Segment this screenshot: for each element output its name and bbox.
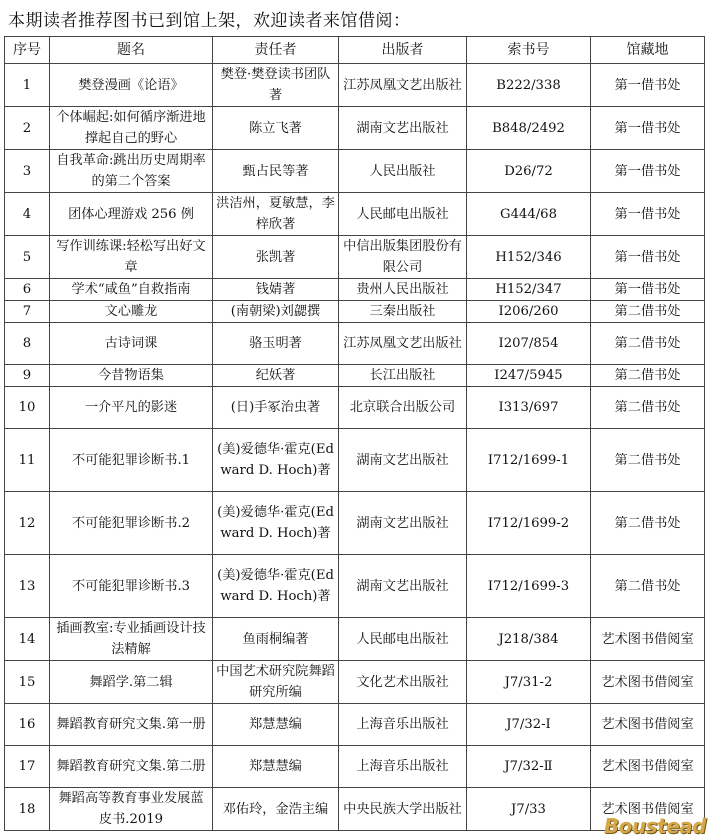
table-row (5, 279, 705, 301)
holding-location: 第一借书处 (591, 193, 705, 236)
book-publisher: 中央民族大学出版社 (339, 788, 467, 831)
column-header-call-number: 索书号 (467, 37, 591, 64)
row-number: 2 (5, 107, 50, 150)
book-title: 学术“咸鱼”自救指南 (50, 279, 213, 301)
book-publisher: 江苏凤凰文艺出版社 (339, 64, 467, 107)
row-number: 11 (5, 429, 50, 492)
book-title: 古诗词课 (50, 323, 213, 365)
book-publisher: 人民邮电出版社 (339, 618, 467, 661)
book-publisher: 中信出版集团股份有限公司 (339, 236, 467, 279)
book-title: 舞蹈高等教育事业发展蓝皮书.2019 (50, 788, 213, 831)
table-row (5, 193, 705, 236)
row-number: 17 (5, 746, 50, 788)
call-number: B222/338 (467, 64, 591, 107)
row-number: 3 (5, 150, 50, 193)
call-number: J7/32-Ⅱ (467, 746, 591, 788)
call-number: I712/1699-2 (467, 492, 591, 555)
book-author: (美)爱德华·霍克(Edward D. Hoch)著 (213, 429, 339, 492)
row-number: 15 (5, 661, 50, 704)
book-author: 郑慧慧编 (213, 704, 339, 746)
table-row (5, 788, 705, 831)
book-title: 舞蹈教育研究文集.第二册 (50, 746, 213, 788)
row-number: 1 (5, 64, 50, 107)
book-table (4, 36, 705, 831)
column-header-location: 馆藏地 (591, 37, 705, 64)
book-author: 邓佑玲，金浩主编 (213, 788, 339, 831)
book-author: 骆玉明著 (213, 323, 339, 365)
call-number: B848/2492 (467, 107, 591, 150)
holding-location: 第二借书处 (591, 323, 705, 365)
book-publisher: 上海音乐出版社 (339, 746, 467, 788)
table-row (5, 492, 705, 555)
call-number: G444/68 (467, 193, 591, 236)
holding-location: 第二借书处 (591, 301, 705, 323)
column-header-no: 序号 (5, 37, 50, 64)
book-title: 团体心理游戏 256 例 (50, 193, 213, 236)
row-number: 6 (5, 279, 50, 301)
row-number: 12 (5, 492, 50, 555)
column-header-author: 责任者 (213, 37, 339, 64)
call-number: H152/347 (467, 279, 591, 301)
call-number: J7/31-2 (467, 661, 591, 704)
call-number: I712/1699-1 (467, 429, 591, 492)
book-publisher: 北京联合出版公司 (339, 387, 467, 429)
holding-location: 艺术图书借阅室 (591, 618, 705, 661)
book-publisher: 长江出版社 (339, 365, 467, 387)
row-number: 8 (5, 323, 50, 365)
row-number: 10 (5, 387, 50, 429)
row-number: 13 (5, 555, 50, 618)
table-row (5, 365, 705, 387)
call-number: I206/260 (467, 301, 591, 323)
book-author: 钱婧著 (213, 279, 339, 301)
book-author: 中国艺术研究院舞蹈研究所编 (213, 661, 339, 704)
table-row (5, 323, 705, 365)
table-row (5, 661, 705, 704)
table-header-row (5, 37, 705, 64)
book-author: (南朝梁)刘勰撰 (213, 301, 339, 323)
book-author: 樊登·樊登读书团队著 (213, 64, 339, 107)
book-publisher: 上海音乐出版社 (339, 704, 467, 746)
book-author: 陈立飞著 (213, 107, 339, 150)
book-author: (美)爱德华·霍克(Edward D. Hoch)著 (213, 555, 339, 618)
table-row (5, 64, 705, 107)
book-title: 舞蹈学.第二辑 (50, 661, 213, 704)
column-header-publisher: 出版者 (339, 37, 467, 64)
book-title: 自我革命:跳出历史周期率的第二个答案 (50, 150, 213, 193)
table-row (5, 746, 705, 788)
row-number: 14 (5, 618, 50, 661)
row-number: 7 (5, 301, 50, 323)
book-publisher: 湖南文艺出版社 (339, 107, 467, 150)
holding-location: 艺术图书借阅室 (591, 661, 705, 704)
holding-location: 艺术图书借阅室 (591, 704, 705, 746)
table-row (5, 107, 705, 150)
holding-location: 艺术图书借阅室 (591, 746, 705, 788)
call-number: D26/72 (467, 150, 591, 193)
book-author: 鱼雨桐编著 (213, 618, 339, 661)
table-row (5, 236, 705, 279)
book-author: 纪妖著 (213, 365, 339, 387)
book-title: 今昔物语集 (50, 365, 213, 387)
book-author: 张凯著 (213, 236, 339, 279)
table-row (5, 150, 705, 193)
row-number: 18 (5, 788, 50, 831)
book-publisher: 三秦出版社 (339, 301, 467, 323)
book-author: 郑慧慧编 (213, 746, 339, 788)
book-publisher: 人民邮电出版社 (339, 193, 467, 236)
holding-location: 第二借书处 (591, 492, 705, 555)
book-title: 樊登漫画《论语》 (50, 64, 213, 107)
holding-location: 艺术图书借阅室 (591, 788, 705, 831)
book-title: 一介平凡的影迷 (50, 387, 213, 429)
book-publisher: 文化艺术出版社 (339, 661, 467, 704)
holding-location: 第一借书处 (591, 64, 705, 107)
call-number: I712/1699-3 (467, 555, 591, 618)
table-row (5, 618, 705, 661)
book-publisher: 湖南文艺出版社 (339, 429, 467, 492)
book-publisher: 贵州人民出版社 (339, 279, 467, 301)
book-title: 文心雕龙 (50, 301, 213, 323)
book-title: 不可能犯罪诊断书.1 (50, 429, 213, 492)
call-number: H152/346 (467, 236, 591, 279)
table-row (5, 301, 705, 323)
book-publisher: 湖南文艺出版社 (339, 555, 467, 618)
call-number: I247/5945 (467, 365, 591, 387)
book-author: (美)爱德华·霍克(Edward D. Hoch)著 (213, 492, 339, 555)
call-number: J7/32-Ⅰ (467, 704, 591, 746)
table-row (5, 555, 705, 618)
page-heading: 本期读者推荐图书已到馆上架，欢迎读者来馆借阅： (8, 11, 411, 31)
row-number: 5 (5, 236, 50, 279)
row-number: 4 (5, 193, 50, 236)
holding-location: 第二借书处 (591, 429, 705, 492)
holding-location: 第一借书处 (591, 150, 705, 193)
holding-location: 第二借书处 (591, 387, 705, 429)
book-publisher: 湖南文艺出版社 (339, 492, 467, 555)
holding-location: 第二借书处 (591, 365, 705, 387)
book-title: 不可能犯罪诊断书.2 (50, 492, 213, 555)
table-row (5, 704, 705, 746)
row-number: 16 (5, 704, 50, 746)
book-title: 舞蹈教育研究文集.第一册 (50, 704, 213, 746)
book-title: 写作训练课:轻松写出好文章 (50, 236, 213, 279)
holding-location: 第一借书处 (591, 107, 705, 150)
holding-location: 第一借书处 (591, 279, 705, 301)
book-title: 插画教室:专业插画设计技法精解 (50, 618, 213, 661)
book-author: 洪洁州，夏敏慧，李梓欣著 (213, 193, 339, 236)
book-publisher: 江苏凤凰文艺出版社 (339, 323, 467, 365)
book-author: 甄占民等著 (213, 150, 339, 193)
book-publisher: 人民出版社 (339, 150, 467, 193)
book-title: 个体崛起:如何循序渐进地撑起自己的野心 (50, 107, 213, 150)
column-header-title: 题名 (50, 37, 213, 64)
book-title: 不可能犯罪诊断书.3 (50, 555, 213, 618)
call-number: J218/384 (467, 618, 591, 661)
holding-location: 第一借书处 (591, 236, 705, 279)
boustead-watermark: Boustead (603, 814, 706, 838)
table-row (5, 429, 705, 492)
row-number: 9 (5, 365, 50, 387)
call-number: J7/33 (467, 788, 591, 831)
call-number: I313/697 (467, 387, 591, 429)
holding-location: 第二借书处 (591, 555, 705, 618)
call-number: I207/854 (467, 323, 591, 365)
book-author: (日)手冢治虫著 (213, 387, 339, 429)
table-row (5, 387, 705, 429)
